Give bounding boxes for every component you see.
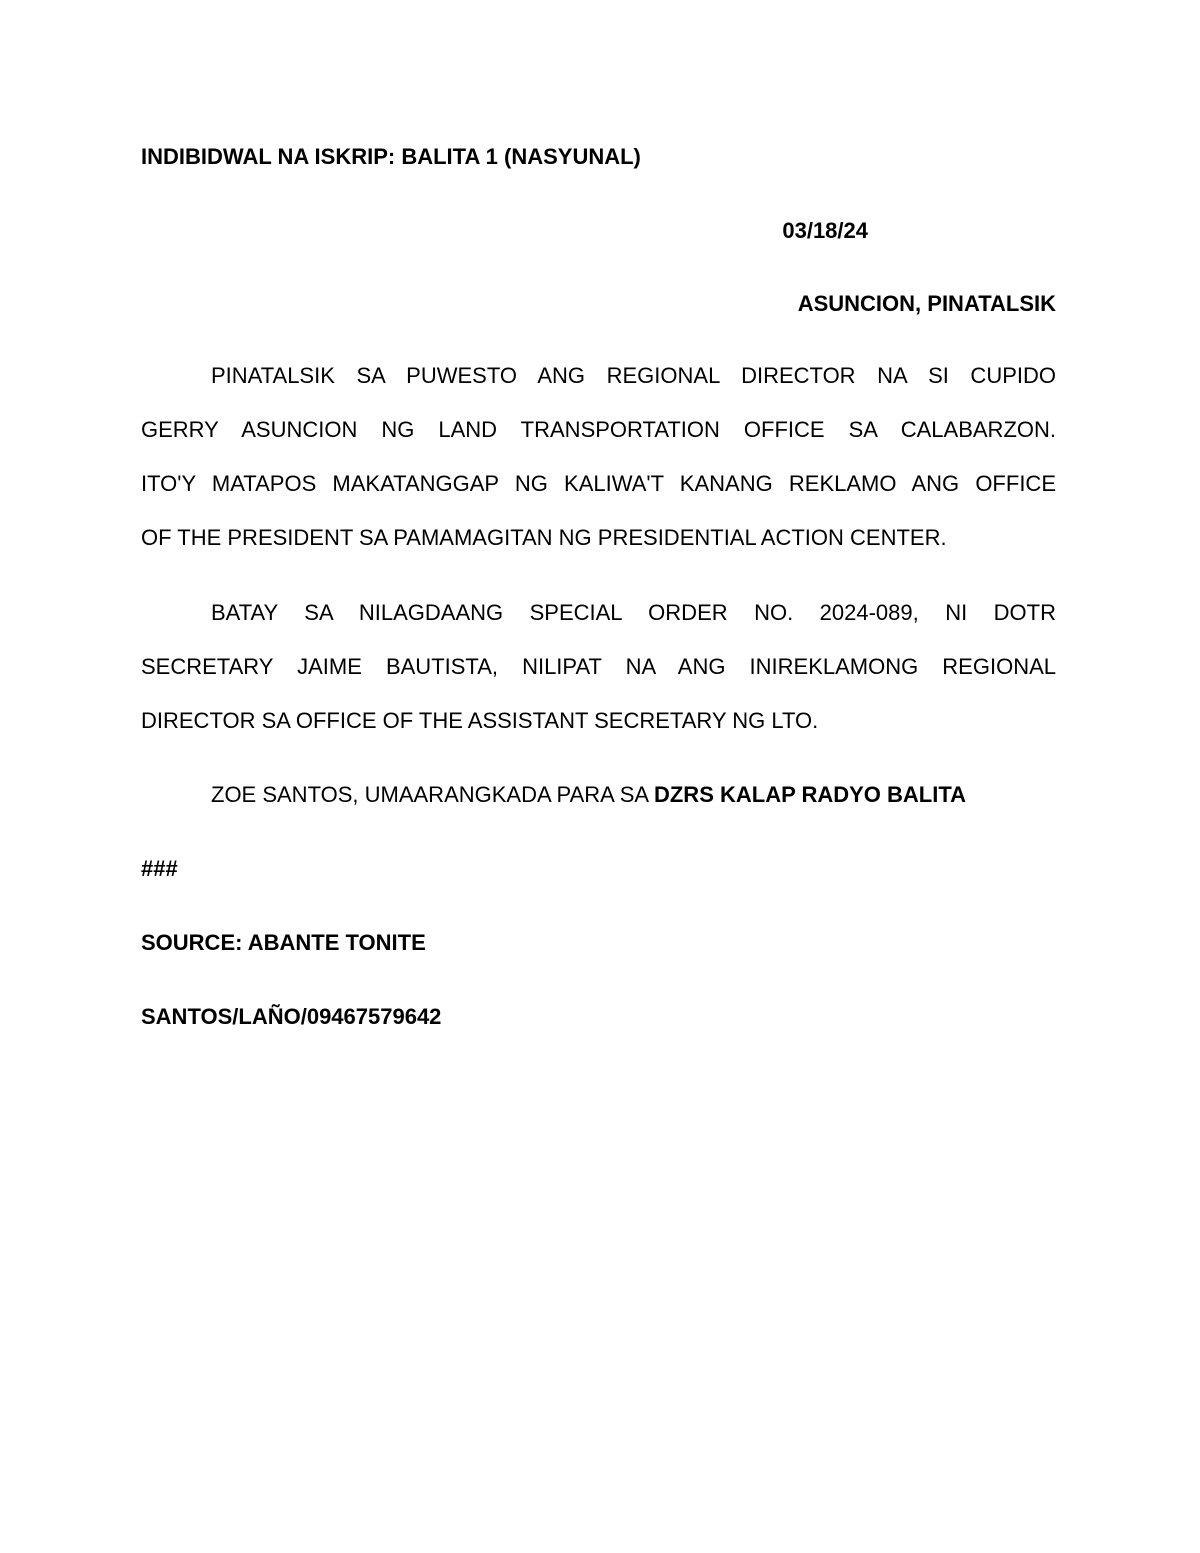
paragraph-1-line-4: OF THE PRESIDENT SA PAMAMAGITAN NG PRESIDENTIAL ACTION CENTER. [141, 525, 947, 550]
source-line: SOURCE: ABANTE TONITE [141, 930, 426, 955]
paragraph-1-line-3: ITO'Y MATAPOS MAKATANGGAP NG KALIWA'T KANANG REKLAMO ANG OFFICE [141, 471, 1056, 496]
paragraph-2-line-3: DIRECTOR SA OFFICE OF THE ASSISTANT SECRETARY NG LTO. [141, 708, 819, 733]
station-name: DZRS KALAP RADYO BALITA [653, 782, 967, 807]
paragraph-1-line-2: GERRY ASUNCION NG LAND TRANSPORTATION OFFICE SA CALABARZON. [141, 417, 1056, 442]
signoff-prefix: ZOE SANTOS, UMAARANGKADA PARA SA [211, 782, 654, 807]
contact-line: SANTOS/LAÑO/09467579642 [141, 1004, 442, 1029]
paragraph-2 [141, 586, 1056, 748]
script-slug: ASUNCION, PINATALSIK [797, 291, 1056, 316]
script-title: INDIBIDWAL NA ISKRIP: BALITA 1 (NASYUNAL) [141, 144, 641, 169]
end-mark: ### [141, 856, 178, 881]
paragraph-2-line-2: SECRETARY JAIME BAUTISTA, NILIPAT NA ANG INIREKLAMONG REGIONAL [141, 654, 1056, 679]
paragraph-1 [141, 349, 1056, 565]
signoff-line [211, 782, 966, 808]
paragraph-1-line-1: PINATALSIK SA PUWESTO ANG REGIONAL DIRECTOR NA SI CUPIDO [211, 363, 1056, 388]
paragraph-2-line-1: BATAY SA NILAGDAANG SPECIAL ORDER NO. 2024-089, NI DOTR [211, 600, 1056, 625]
script-date: 03/18/24 [782, 218, 868, 243]
